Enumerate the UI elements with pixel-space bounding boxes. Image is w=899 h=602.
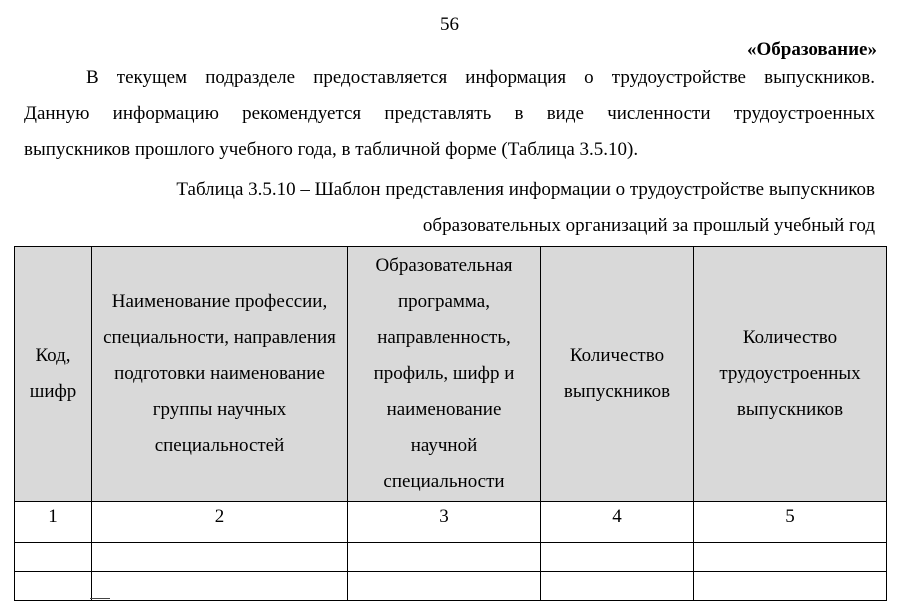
paragraph-line: В текущем подразделе предоставляется информация о трудоустройстве выпускников. bbox=[86, 67, 875, 88]
column-number: 3 bbox=[348, 502, 541, 543]
table-header-row bbox=[15, 247, 887, 502]
paragraph-line: Данную информацию рекомендуется представлять в виде численности трудоустроенных bbox=[24, 103, 875, 124]
table-cell bbox=[15, 572, 92, 601]
column-number: 5 bbox=[694, 502, 887, 543]
footnote-divider bbox=[90, 598, 110, 599]
header-profession: Наименование профессии, специальности, направления подготовки наименование группы научных специальностей bbox=[92, 247, 348, 502]
table-cell bbox=[694, 572, 887, 601]
column-number: 1 bbox=[15, 502, 92, 543]
header-code: Код, шифр bbox=[15, 247, 92, 502]
header-graduates-count: Количество выпускников bbox=[541, 247, 694, 502]
table-cell bbox=[694, 543, 887, 572]
paragraph-line: выпускников прошлого учебного года, в табличной форме (Таблица 3.5.10). bbox=[24, 139, 639, 160]
body-paragraph bbox=[24, 60, 875, 168]
column-number: 4 bbox=[541, 502, 694, 543]
table-cell bbox=[348, 572, 541, 601]
header-program: Образовательная программа, направленность, профиль, шифр и наименование научной специальности bbox=[348, 247, 541, 502]
employment-template-table bbox=[14, 246, 887, 601]
table-row bbox=[15, 543, 887, 572]
table-cell bbox=[541, 572, 694, 601]
table-cell bbox=[92, 572, 348, 601]
header-employed-count: Количество трудоустроенных выпускников bbox=[694, 247, 887, 502]
table-cell bbox=[348, 543, 541, 572]
table-cell bbox=[541, 543, 694, 572]
caption-line: образовательных организаций за прошлый учебный год bbox=[422, 215, 875, 236]
table-cell bbox=[15, 543, 92, 572]
column-number-row bbox=[15, 502, 887, 543]
section-title: «Образование» bbox=[747, 39, 877, 60]
table-row bbox=[15, 572, 887, 601]
column-number: 2 bbox=[92, 502, 348, 543]
caption-line: Таблица 3.5.10 – Шаблон представления информации о трудоустройстве выпускников bbox=[176, 179, 875, 200]
page-number: 56 bbox=[440, 14, 459, 35]
table-caption bbox=[75, 172, 875, 244]
table-cell bbox=[92, 543, 348, 572]
